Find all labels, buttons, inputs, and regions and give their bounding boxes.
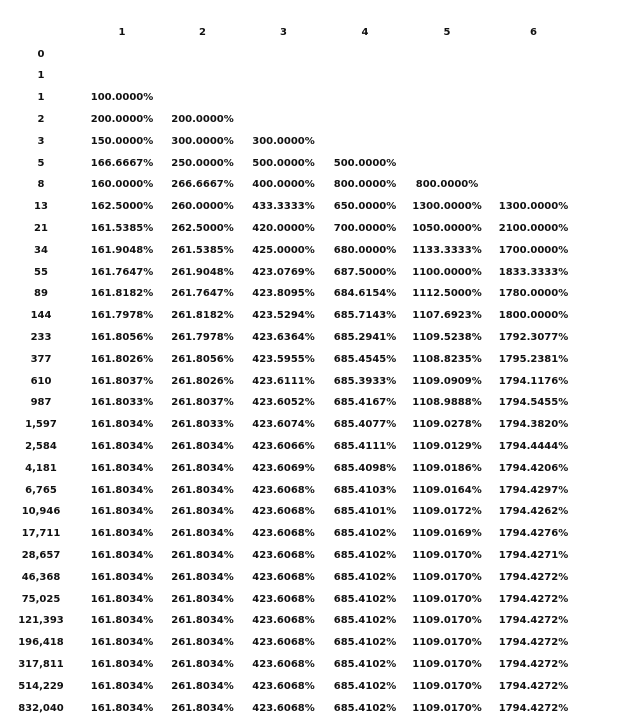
ratio-cell-col-3: 423.6068% [252,550,315,562]
ratio-cell-col-5: 1109.0170% [412,637,482,649]
ratio-cell-col-3: 423.6068% [252,702,315,714]
ratio-cell-col-5: 1109.0170% [412,680,482,692]
ratio-cell-col-1: 161.9048% [90,244,154,256]
ratio-cell-col-4: 800.0000% [333,179,397,191]
ratio-cell-col-2: 261.8034% [171,680,234,692]
ratio-cell-col-4: 684.6154% [333,288,397,300]
ratio-cell-col-6: 1794.4272% [498,615,569,627]
ratio-cell-col-1: 100.0000% [90,92,154,104]
ratio-cell-col-4: 685.4102% [333,571,397,583]
table-row [0,175,579,197]
ratio-cell-col-1: 161.8034% [90,680,154,692]
ratio-cell-col-1: 161.8034% [90,593,154,605]
ratio-cell-col-6: 1794.5455% [498,397,569,409]
ratio-cell-col-1: 161.5385% [90,223,154,235]
table-row [0,327,579,349]
ratio-cell-col-5: 1109.0170% [412,659,482,670]
ratio-cell-col-1: 161.8182% [90,288,154,300]
fibonacci-number-cell: 6,765 [25,484,57,496]
fibonacci-number-cell [0,22,82,44]
ratio-cell-col-4: 685.4102% [333,528,397,540]
ratio-cell-col-4: 685.4102% [333,659,397,670]
ratio-cell-col-2: 200.0000% [171,114,234,126]
ratio-cell-col-3: 433.3333% [252,201,315,213]
ratio-cell-col-5 [406,109,488,131]
table-row [0,523,579,545]
fibonacci-number-cell: 55 [34,266,48,278]
fibonacci-number-cell: 1 [37,70,45,82]
ratio-cell-col-5: 1300.0000% [412,201,482,213]
ratio-cell-col-2: 261.8056% [171,353,234,365]
ratio-cell-col-1: 150.0000% [90,135,154,147]
ratio-cell-col-2: 261.8034% [171,702,234,714]
ratio-cell-col-3: 423.8095% [252,288,315,300]
ratio-cell-col-6: 1800.0000% [498,310,569,322]
ratio-cell-col-2: 261.8034% [171,659,234,670]
ratio-cell-col-1: 161.8034% [90,462,154,474]
ratio-cell-col-4: 687.5000% [333,266,397,278]
ratio-cell-col-5: 1109.0278% [412,419,482,431]
ratio-cell-col-4: 700.0000% [333,223,397,235]
ratio-cell-col-3: 423.6364% [252,332,315,344]
ratio-cell-col-5: 1112.5000% [412,288,482,300]
ratio-cell-col-2: 261.8037% [171,397,234,409]
fibonacci-number-cell: 1 [37,92,45,104]
fibonacci-number-cell: 4,181 [25,462,57,474]
ratio-cell-col-2: 250.0000% [171,157,234,169]
ratio-cell-col-6: 1794.4262% [498,506,569,518]
ratio-cell-col-3: 420.0000% [252,223,315,235]
ratio-cell-col-5: 1109.0170% [412,593,482,605]
table-row [0,218,579,240]
table-row [0,458,579,480]
table-row [0,131,579,153]
ratio-cell-col-1: 161.8034% [90,441,154,453]
ratio-cell-col-3: 3 [280,26,287,38]
table-row [0,567,579,589]
ratio-cell-col-6 [488,66,579,88]
ratio-cell-col-1: 161.8034% [90,615,154,627]
table-row [0,284,579,306]
ratio-cell-col-6: 1794.1176% [498,375,569,387]
ratio-cell-col-6: 1700.0000% [498,244,569,256]
ratio-cell-col-2: 261.8026% [171,375,234,387]
table-row [0,153,579,175]
ratio-cell-col-4: 685.4077% [333,419,397,431]
ratio-cell-col-2: 261.8034% [171,571,234,583]
ratio-table [0,22,579,720]
ratio-cell-col-3: 423.6068% [252,571,315,583]
ratio-cell-col-2: 262.5000% [171,223,234,235]
ratio-cell-col-4: 650.0000% [333,201,397,213]
table-row [0,371,579,393]
ratio-cell-col-3: 423.6068% [252,593,315,605]
ratio-cell-col-1 [82,44,162,66]
ratio-cell-col-6 [488,109,579,131]
ratio-cell-col-1: 1 [118,26,126,38]
ratio-cell-col-3: 423.6074% [252,419,315,431]
ratio-cell-col-1: 161.7978% [90,310,154,322]
fibonacci-number-cell: 10,946 [21,506,61,518]
ratio-cell-col-6: 1833.3333% [498,266,569,278]
ratio-cell-col-3: 425.0000% [252,244,315,256]
ratio-cell-col-6 [488,131,579,153]
table-row [0,502,579,524]
ratio-cell-col-2: 266.6667% [171,179,234,191]
ratio-cell-col-2: 261.8034% [171,484,234,496]
ratio-cell-col-3: 423.6052% [252,397,315,409]
ratio-cell-col-3: 423.6068% [252,615,315,627]
ratio-cell-col-4: 685.4111% [333,441,397,453]
ratio-cell-col-6: 1794.4297% [498,484,569,496]
ratio-cell-col-5: 1109.0170% [412,615,482,627]
table-row [0,545,579,567]
table-row [0,654,579,676]
ratio-cell-col-2 [162,87,243,109]
ratio-cell-col-3: 423.6068% [252,637,315,649]
ratio-cell-col-2: 261.8034% [171,550,234,562]
ratio-cell-col-6: 1794.4272% [498,702,569,714]
ratio-cell-col-4: 500.0000% [333,157,397,169]
table-row [0,632,579,654]
ratio-cell-col-1: 200.0000% [90,114,154,126]
ratio-cell-col-5: 1109.0170% [412,550,482,562]
ratio-cell-col-5: 1108.9888% [412,397,482,409]
ratio-cell-col-5 [406,66,488,88]
ratio-cell-col-4: 680.0000% [333,244,397,256]
ratio-cell-col-2: 261.8034% [171,593,234,605]
fibonacci-number-cell: 2 [37,114,45,126]
fibonacci-number-cell: 2,584 [25,441,57,453]
ratio-cell-col-1: 162.5000% [90,201,154,213]
ratio-cell-col-5: 1109.0172% [412,506,482,518]
ratio-cell-col-2: 261.5385% [171,244,234,256]
fibonacci-number-cell: 121,393 [18,615,64,627]
fibonacci-number-cell: 3 [37,135,45,147]
ratio-cell-col-4: 685.4102% [333,637,397,649]
table-row [0,109,579,131]
ratio-cell-col-6: 1794.4272% [498,659,569,670]
fibonacci-number-cell: 377 [30,353,52,365]
ratio-cell-col-4 [324,131,406,153]
ratio-cell-col-5: 1109.0909% [412,375,482,387]
ratio-cell-col-2: 300.0000% [171,135,234,147]
fibonacci-number-cell: 13 [34,201,48,213]
ratio-cell-col-2: 261.8182% [171,310,234,322]
ratio-cell-col-3 [243,109,324,131]
fibonacci-number-cell: 514,229 [18,680,64,692]
ratio-cell-col-4: 685.4098% [333,462,397,474]
ratio-cell-col-6 [488,87,579,109]
ratio-cell-col-1: 161.8034% [90,637,154,649]
ratio-cell-col-2: 261.8034% [171,528,234,540]
ratio-cell-col-6 [488,153,579,175]
ratio-cell-col-1: 161.8034% [90,702,154,714]
table-row [0,698,579,720]
table-row [0,44,579,66]
ratio-cell-col-4: 685.4545% [333,353,397,365]
ratio-cell-col-5: 1133.3333% [412,244,482,256]
ratio-cell-col-1: 166.6667% [90,157,154,169]
ratio-cell-col-5: 1050.0000% [412,223,482,235]
ratio-cell-col-3: 423.6068% [252,506,315,518]
fibonacci-number-cell: 5 [37,157,45,169]
fibonacci-number-cell: 34 [34,244,48,256]
fibonacci-number-cell: 89 [34,288,48,300]
ratio-cell-col-1: 161.8034% [90,571,154,583]
fibonacci-number-cell: 832,040 [18,702,64,714]
ratio-cell-col-1: 161.8037% [90,375,154,387]
ratio-cell-col-3: 423.6068% [252,680,315,692]
ratio-cell-col-4: 685.4102% [333,550,397,562]
fibonacci-number-cell: 610 [30,375,52,387]
ratio-cell-col-1: 161.8034% [90,528,154,540]
ratio-cell-col-5: 1109.0129% [412,441,482,453]
table-row [0,480,579,502]
ratio-cell-col-4 [324,109,406,131]
table-row [0,349,579,371]
fibonacci-number-cell: 28,657 [21,550,61,562]
ratio-cell-col-2: 261.8034% [171,441,234,453]
ratio-cell-col-5: 1109.0169% [412,528,482,540]
table-row [0,393,579,415]
fibonacci-number-cell: 17,711 [21,528,61,540]
ratio-cell-col-2: 260.0000% [171,201,234,213]
ratio-cell-col-1: 160.0000% [90,179,154,191]
ratio-cell-col-5: 1109.0170% [412,571,482,583]
ratio-cell-col-2: 261.8033% [171,419,234,431]
ratio-cell-col-1: 161.8056% [90,332,154,344]
fibonacci-number-cell: 46,368 [21,571,61,583]
ratio-cell-col-4 [324,44,406,66]
ratio-cell-col-5: 1107.6923% [412,310,482,322]
ratio-cell-col-5: 800.0000% [415,179,479,191]
ratio-cell-col-5: 1109.5238% [412,332,482,344]
ratio-cell-col-3: 423.6069% [252,462,315,474]
table-row [0,87,579,109]
ratio-cell-col-3: 423.5955% [252,353,315,365]
ratio-cell-col-2: 261.8034% [171,637,234,649]
ratio-cell-col-4: 4 [361,26,369,38]
table-row [0,240,579,262]
ratio-cell-col-1: 161.7647% [90,266,154,278]
ratio-cell-col-1: 161.8034% [90,659,154,670]
ratio-cell-col-4: 685.4101% [333,506,397,518]
ratio-cell-col-6: 2100.0000% [498,223,569,235]
ratio-cell-col-3: 423.6066% [252,441,315,453]
ratio-cell-col-6: 1300.0000% [498,201,569,213]
ratio-cell-col-6: 1794.4206% [498,462,569,474]
ratio-cell-col-1: 161.8034% [90,550,154,562]
ratio-cell-col-6: 1795.2381% [498,353,569,365]
fibonacci-number-cell: 987 [30,397,52,409]
ratio-cell-col-5 [406,87,488,109]
ratio-cell-col-2 [162,66,243,88]
ratio-cell-col-3: 423.6068% [252,659,315,670]
ratio-cell-col-2: 261.8034% [171,615,234,627]
ratio-cell-col-2: 261.7978% [171,332,234,344]
ratio-cell-col-1: 161.8034% [90,506,154,518]
ratio-cell-col-6: 6 [530,26,537,38]
table-row [0,611,579,633]
ratio-cell-col-6 [488,44,579,66]
table-row [0,262,579,284]
ratio-cell-col-3 [243,44,324,66]
ratio-cell-col-3: 500.0000% [252,157,315,169]
ratio-cell-col-6: 1794.4272% [498,593,569,605]
ratio-cell-col-5: 1109.0170% [412,702,482,714]
table-row [0,196,579,218]
ratio-cell-col-3: 300.0000% [252,135,315,147]
ratio-cell-col-5: 1109.0164% [412,484,482,496]
table-row [0,589,579,611]
ratio-cell-col-1: 161.8034% [90,484,154,496]
ratio-cell-col-5 [406,44,488,66]
ratio-cell-col-2: 261.8034% [171,462,234,474]
ratio-cell-col-4: 685.4103% [333,484,397,496]
ratio-cell-col-1: 161.8033% [90,397,154,409]
ratio-cell-col-1 [82,66,162,88]
header-row [0,22,579,44]
fibonacci-number-cell: 233 [30,332,52,344]
ratio-cell-col-6: 1780.0000% [498,288,569,300]
ratio-cell-col-4: 685.4167% [333,397,397,409]
ratio-cell-col-4 [324,66,406,88]
ratio-cell-col-5: 5 [443,26,451,38]
ratio-cell-col-6: 1794.4272% [498,680,569,692]
ratio-cell-col-6: 1794.4444% [498,441,569,453]
ratio-cell-col-6: 1794.4272% [498,637,569,649]
fibonacci-number-cell: 317,811 [18,659,64,670]
ratio-cell-col-3: 423.0769% [252,266,315,278]
ratio-cell-col-5: 1109.0186% [412,462,482,474]
table-row [0,676,579,698]
ratio-cell-col-6: 1792.3077% [498,332,569,344]
ratio-cell-col-6: 1794.4272% [498,571,569,583]
ratio-cell-col-5: 1100.0000% [412,266,482,278]
ratio-cell-col-2 [162,44,243,66]
fibonacci-number-cell: 144 [30,310,52,322]
ratio-cell-col-2: 261.7647% [171,288,234,300]
ratio-cell-col-2: 261.9048% [171,266,234,278]
table-row [0,414,579,436]
ratio-cell-col-6: 1794.3820% [498,419,569,431]
ratio-cell-col-5: 1108.8235% [412,353,482,365]
ratio-cell-col-5 [406,131,488,153]
ratio-cell-col-6: 1794.4271% [498,550,569,562]
ratio-cell-col-4 [324,87,406,109]
ratio-cell-col-5 [406,153,488,175]
fibonacci-number-cell: 0 [37,48,45,60]
ratio-cell-col-3: 423.6111% [252,375,315,387]
ratio-cell-col-4: 685.4102% [333,680,397,692]
fibonacci-number-cell: 21 [34,223,48,235]
fibonacci-number-cell: 75,025 [21,593,61,605]
ratio-cell-col-4: 685.4102% [333,615,397,627]
ratio-cell-col-4: 685.2941% [333,332,397,344]
ratio-cell-col-3: 423.5294% [252,310,315,322]
ratio-cell-col-3 [243,87,324,109]
ratio-cell-col-4: 685.4102% [333,593,397,605]
ratio-cell-col-4: 685.7143% [333,310,397,322]
fibonacci-number-cell: 196,418 [18,637,64,649]
table-row [0,436,579,458]
ratio-cell-col-3: 423.6068% [252,528,315,540]
fibonacci-number-cell: 8 [37,179,45,191]
ratio-cell-col-6 [488,175,579,197]
ratio-cell-col-4: 685.4102% [333,702,397,714]
table-row [0,66,579,88]
ratio-cell-col-4: 685.3933% [333,375,397,387]
fibonacci-number-cell: 1,597 [25,419,57,431]
ratio-cell-col-1: 161.8034% [90,419,154,431]
ratio-cell-col-3: 400.0000% [252,179,315,191]
ratio-cell-col-3 [243,66,324,88]
table-row [0,305,579,327]
ratio-cell-col-2: 261.8034% [171,506,234,518]
ratio-cell-col-2: 2 [199,26,206,38]
ratio-cell-col-6: 1794.4276% [498,528,569,540]
ratio-cell-col-1: 161.8026% [90,353,154,365]
ratio-cell-col-3: 423.6068% [252,484,315,496]
